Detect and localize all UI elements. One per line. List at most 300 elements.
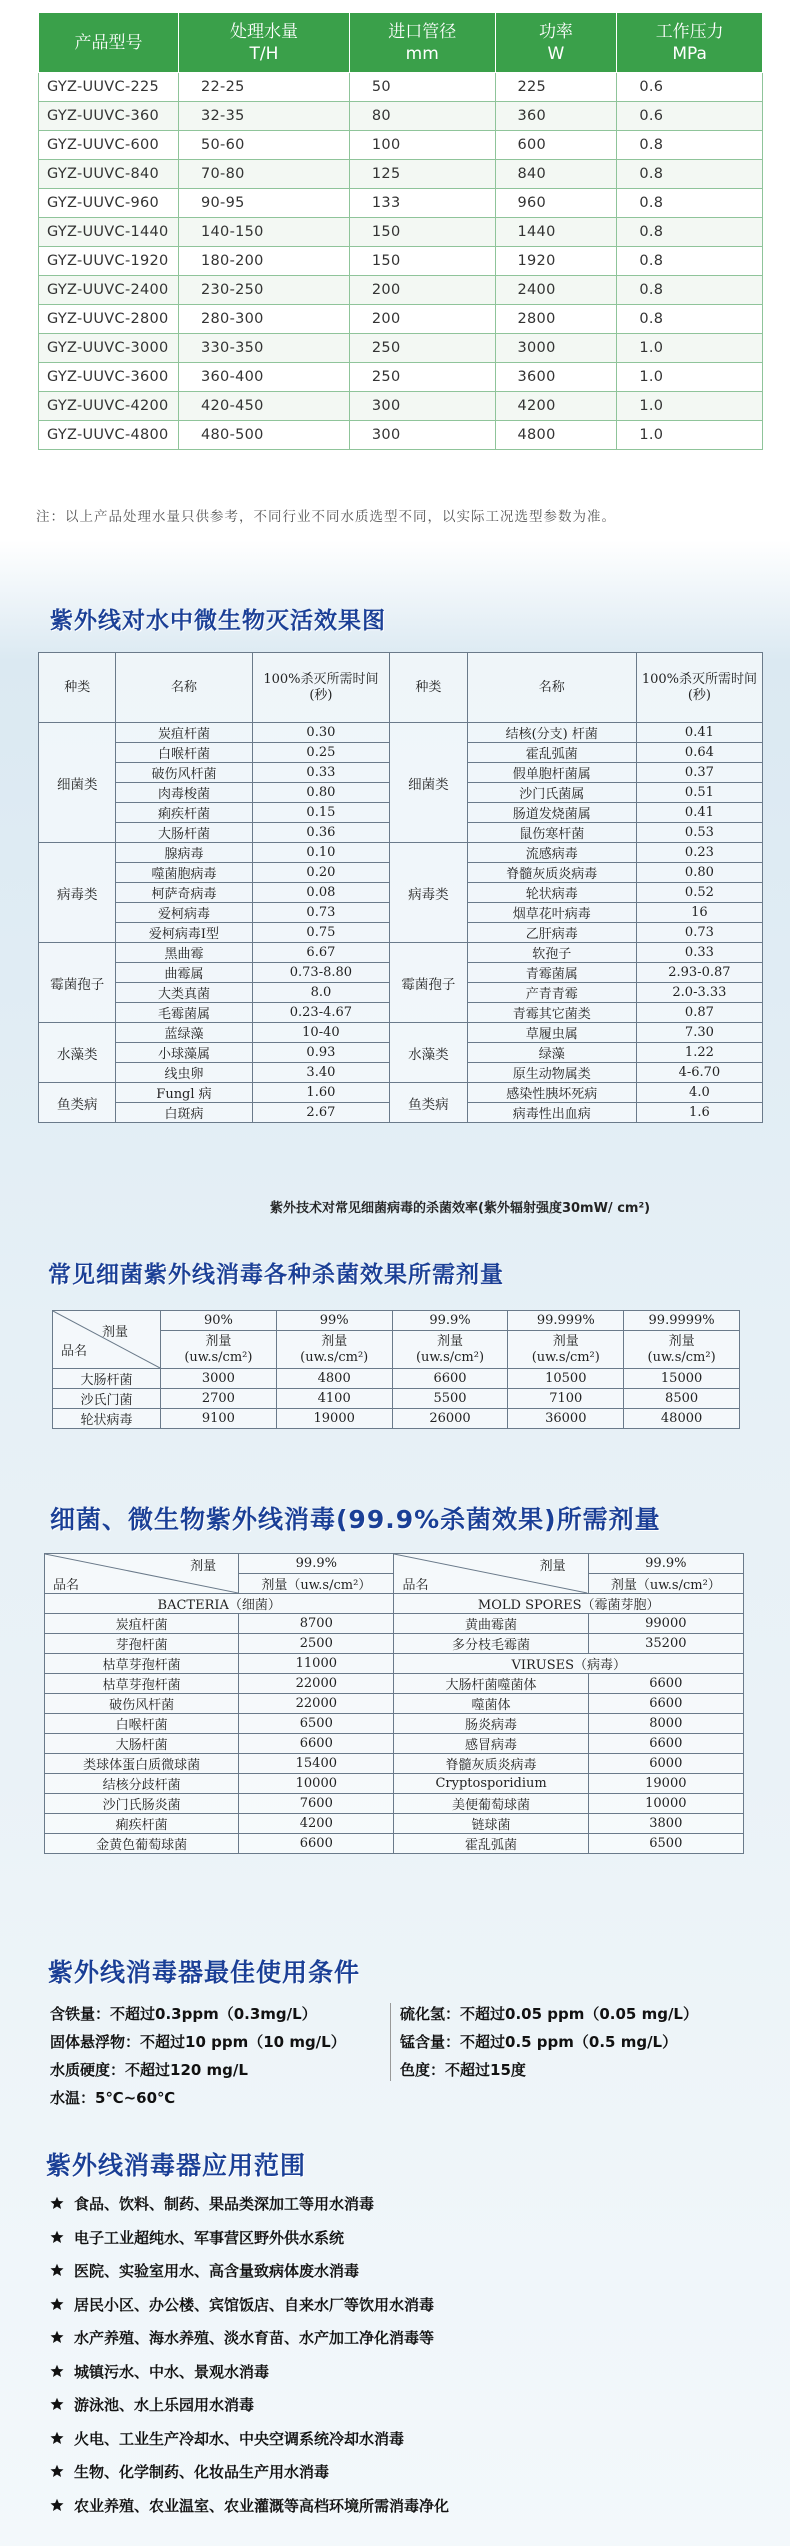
- kill-name: 大类真菌: [116, 983, 252, 1003]
- spec-header-label: 工作压力: [655, 21, 724, 42]
- spec-header-label: 产品型号: [74, 32, 143, 53]
- kill-header-cell: 名称: [467, 653, 636, 723]
- condition-value: 不超过0.5 ppm（0.5 mg/L）: [460, 2033, 678, 2051]
- dose999-row: [45, 1734, 744, 1754]
- kill-category: 病毒类: [390, 843, 467, 943]
- application-item: [50, 2496, 449, 2516]
- dose999-value: 8000: [588, 1714, 743, 1734]
- kill-time: 10-40: [252, 1023, 390, 1043]
- star-icon: [50, 2498, 64, 2512]
- dose999-value: 6600: [239, 1834, 394, 1854]
- kill-time: 0.80: [636, 863, 762, 883]
- spec-cell: 90-95: [179, 189, 350, 218]
- dose-unit: (uw.s/cm²): [300, 1349, 369, 1365]
- condition-label: 锰含量：: [400, 2033, 461, 2051]
- spec-cell: 300: [349, 392, 495, 421]
- spec-cell: 360: [495, 102, 617, 131]
- dose-row: [53, 1389, 740, 1409]
- dose-cell: 48000: [624, 1409, 740, 1429]
- dose-cell: 10500: [508, 1369, 624, 1389]
- spec-table-body: [39, 73, 763, 450]
- kill-time: 0.73-8.80: [252, 963, 390, 983]
- dose999-name: 感冒病毒: [394, 1734, 588, 1754]
- kill-time: 1.60: [252, 1083, 390, 1103]
- kill-time: 0.41: [636, 803, 762, 823]
- spec-header-cell: [617, 13, 763, 73]
- spec-header-cell: [349, 13, 495, 73]
- kill-category: 鱼类病: [390, 1083, 467, 1123]
- kill-name: 青霉菌属: [467, 963, 636, 983]
- kill-time: 0.93: [252, 1043, 390, 1063]
- dose-corner-bottom: 品名: [61, 1343, 88, 1359]
- dose999-value: 10000: [588, 1794, 743, 1814]
- kill-row: [39, 943, 763, 963]
- dose999-value: 6600: [239, 1734, 394, 1754]
- kill-name: 草履虫属: [467, 1023, 636, 1043]
- condition-value: 5℃~60℃: [95, 2089, 176, 2107]
- dose-cell: 轮状病毒: [53, 1409, 161, 1429]
- star-icon: [50, 2364, 64, 2378]
- spec-cell: 50-60: [179, 131, 350, 160]
- dose999-name: 链球菌: [394, 1814, 588, 1834]
- kill-header-cell: 种类: [39, 653, 116, 723]
- spec-cell: 0.8: [617, 305, 763, 334]
- spec-table-row: [39, 363, 763, 392]
- spec-cell: 600: [495, 131, 617, 160]
- dose999-corner-top: 剂量: [539, 1558, 566, 1574]
- spec-cell: GYZ-UUVC-600: [39, 131, 179, 160]
- spec-cell: 480-500: [179, 421, 350, 450]
- application-item: [50, 2462, 329, 2482]
- kill-time: 8.0: [252, 983, 390, 1003]
- spec-table-header: [39, 13, 763, 73]
- dose999-name: 沙门氏肠炎菌: [45, 1794, 239, 1814]
- dose999-row: [45, 1594, 744, 1614]
- dose999-name: 痢疾杆菌: [45, 1814, 239, 1834]
- kill-time: 2.0-3.33: [636, 983, 762, 1003]
- dose999-name: 噬菌体: [394, 1694, 588, 1714]
- spec-cell: 840: [495, 160, 617, 189]
- kill-name: 蓝绿藻: [116, 1023, 252, 1043]
- spec-cell: 1.0: [617, 334, 763, 363]
- dose-corner-top: 剂量: [101, 1324, 128, 1340]
- application-item: [50, 2194, 374, 2214]
- application-text: 农业养殖、农业温室、农业灌溉等高档环境所需消毒净化: [74, 2496, 450, 2515]
- kill-time: 2.93-0.87: [636, 963, 762, 983]
- spec-header-label: 功率: [538, 21, 573, 42]
- dose-cell: 6600: [392, 1369, 508, 1389]
- kill-category: 病毒类: [39, 843, 116, 943]
- kill-row: [39, 1023, 763, 1043]
- dose999-name: Cryptosporidium: [394, 1774, 588, 1794]
- spec-cell: 1.0: [617, 421, 763, 450]
- spec-header-label: 进口管径: [388, 21, 457, 42]
- kill-time: 0.73: [636, 923, 762, 943]
- condition-item: [400, 2031, 677, 2052]
- kill-name: 假单胞杆菌属: [467, 763, 636, 783]
- condition-label: 色度：: [400, 2061, 446, 2079]
- dose999-row: [45, 1634, 744, 1654]
- kill-category: 水藻类: [390, 1023, 467, 1083]
- dose999-value: 22000: [239, 1674, 394, 1694]
- spec-cell: 180-200: [179, 247, 350, 276]
- kill-time: 0.23-4.67: [252, 1003, 390, 1023]
- kill-name: 沙门氏菌属: [467, 783, 636, 803]
- spec-cell: 200: [349, 276, 495, 305]
- spec-header-label: 处理水量: [229, 21, 298, 42]
- dose999-value: 6000: [588, 1754, 743, 1774]
- condition-item: [50, 2087, 175, 2108]
- dose999-name: 霍乱弧菌: [394, 1834, 588, 1854]
- spec-cell: GYZ-UUVC-4200: [39, 392, 179, 421]
- kill-name: 脊髓灰质炎病毒: [467, 863, 636, 883]
- kill-name: 小球藻属: [116, 1043, 252, 1063]
- dose999-value: 15400: [239, 1754, 394, 1774]
- dose-cell: 4800: [276, 1369, 392, 1389]
- kill-name: 轮状病毒: [467, 883, 636, 903]
- spec-cell: GYZ-UUVC-2800: [39, 305, 179, 334]
- kill-name: 绿藻: [467, 1043, 636, 1063]
- condition-label: 水温：: [50, 2089, 96, 2107]
- condition-value: 不超过15度: [445, 2061, 526, 2079]
- dose999-value: 35200: [588, 1634, 743, 1654]
- dose-cell: 大肠杆菌: [53, 1369, 161, 1389]
- dose999-pct: 99.9%: [239, 1554, 394, 1574]
- kill-table: [38, 652, 763, 1123]
- kill-time: 3.40: [252, 1063, 390, 1083]
- star-icon: [50, 2196, 64, 2210]
- kill-name: 软孢子: [467, 943, 636, 963]
- spec-cell: 960: [495, 189, 617, 218]
- kill-time: 6.67: [252, 943, 390, 963]
- dose-level: 99%: [276, 1311, 392, 1331]
- spec-cell: 0.8: [617, 160, 763, 189]
- dose-row: [53, 1369, 740, 1389]
- star-icon: [50, 2431, 64, 2445]
- kill-name: 黑曲霉: [116, 943, 252, 963]
- kill-time: 16: [636, 903, 762, 923]
- conditions-divider: [390, 2003, 391, 2081]
- dose999-name: 枯草芽孢杆菌: [45, 1674, 239, 1694]
- spec-cell: 300: [349, 421, 495, 450]
- kill-name: 毛霉菌属: [116, 1003, 252, 1023]
- spec-cell: GYZ-UUVC-3000: [39, 334, 179, 363]
- kill-category: 水藻类: [39, 1023, 116, 1083]
- dose999-name: 类球体蛋白质微球菌: [45, 1754, 239, 1774]
- dose999-row: [45, 1754, 744, 1774]
- spec-cell: 200: [349, 305, 495, 334]
- dose-cell: 26000: [392, 1409, 508, 1429]
- spec-note: 注：以上产品处理水量只供参考，不同行业不同水质选型不同，以实际工况选型参数为准。: [36, 509, 616, 525]
- dose999-corner: [45, 1554, 239, 1594]
- kill-time: 4.0: [636, 1083, 762, 1103]
- dose999-value: 4200: [239, 1814, 394, 1834]
- spec-cell: 70-80: [179, 160, 350, 189]
- spec-cell: 230-250: [179, 276, 350, 305]
- kill-time: 0.08: [252, 883, 390, 903]
- spec-cell: 22-25: [179, 73, 350, 102]
- spec-cell: 3000: [495, 334, 617, 363]
- spec-cell: 250: [349, 334, 495, 363]
- condition-value: 不超过0.3ppm（0.3mg/L）: [110, 2005, 317, 2023]
- dose-unit-label: 剂量: [552, 1333, 579, 1349]
- spec-header-cell: [179, 13, 350, 73]
- spec-table-row: [39, 392, 763, 421]
- kill-time: 0.64: [636, 743, 762, 763]
- spec-cell: GYZ-UUVC-1920: [39, 247, 179, 276]
- kill-name: 大肠杆菌: [116, 823, 252, 843]
- kill-time: 0.33: [636, 943, 762, 963]
- spec-cell: 0.6: [617, 102, 763, 131]
- kill-time: 1.22: [636, 1043, 762, 1063]
- spec-cell: 50: [349, 73, 495, 102]
- kill-name: 白斑病: [116, 1103, 252, 1123]
- kill-time: 0.37: [636, 763, 762, 783]
- dose-unit-label: 剂量: [321, 1333, 348, 1349]
- dose-table-title: 常见细菌紫外线消毒各种杀菌效果所需剂量: [48, 1262, 504, 1288]
- spec-cell: 4200: [495, 392, 617, 421]
- dose-cell: 2700: [161, 1389, 277, 1409]
- dose999-section-label: BACTERIA（细菌）: [45, 1594, 394, 1614]
- kill-time: 7.30: [636, 1023, 762, 1043]
- condition-item: [400, 2003, 698, 2024]
- spec-table-row: [39, 334, 763, 363]
- kill-row: [39, 723, 763, 743]
- kill-name: 青霉其它菌类: [467, 1003, 636, 1023]
- kill-table-title: 紫外线对水中微生物灭活效果图: [50, 608, 386, 634]
- kill-time: 0.87: [636, 1003, 762, 1023]
- kill-row: [39, 1083, 763, 1103]
- kill-time: 0.41: [636, 723, 762, 743]
- spec-header-unit: T/H: [249, 43, 279, 64]
- spec-cell: GYZ-UUVC-3600: [39, 363, 179, 392]
- kill-name: 破伤风杆菌: [116, 763, 252, 783]
- dose999-table: [44, 1553, 744, 1854]
- condition-value: 不超过10 ppm（10 mg/L）: [140, 2033, 346, 2051]
- dose-unit: (uw.s/cm²): [647, 1349, 716, 1365]
- dose999-name: 金黄色葡萄球菌: [45, 1834, 239, 1854]
- kill-table-caption: 紫外技术对常见细菌病毒的杀菌效率(紫外辐射强度30mW/ cm²): [270, 1201, 651, 1216]
- application-item: [50, 2261, 359, 2281]
- dose-cell: 19000: [276, 1409, 392, 1429]
- application-text: 城镇污水、中水、景观水消毒: [74, 2362, 270, 2381]
- star-icon: [50, 2263, 64, 2277]
- spec-cell: 360-400: [179, 363, 350, 392]
- dose-unit-cell: [161, 1331, 277, 1369]
- application-text: 电子工业超纯水、军事营区野外供水系统: [74, 2228, 345, 2247]
- dose999-value: 10000: [239, 1774, 394, 1794]
- conditions-title: 紫外线消毒器最佳使用条件: [48, 1958, 361, 1987]
- spec-cell: GYZ-UUVC-1440: [39, 218, 179, 247]
- dose-level: 99.9%: [392, 1311, 508, 1331]
- kill-time: 0.52: [636, 883, 762, 903]
- dose999-value: 6600: [588, 1674, 743, 1694]
- applications-title: 紫外线消毒器应用范围: [46, 2151, 307, 2180]
- dose999-name: 黄曲霉菌: [394, 1614, 588, 1634]
- spec-header-unit: MPa: [672, 43, 707, 64]
- dose-cell: 3000: [161, 1369, 277, 1389]
- dose999-section-label: VIRUSES（病毒）: [394, 1654, 744, 1674]
- star-icon: [50, 2464, 64, 2478]
- spec-cell: 0.8: [617, 276, 763, 305]
- condition-item: [50, 2003, 317, 2024]
- kill-time: 0.20: [252, 863, 390, 883]
- spec-cell: 420-450: [179, 392, 350, 421]
- condition-item: [400, 2059, 526, 2080]
- application-item: [50, 2328, 434, 2348]
- kill-time: 0.30: [252, 723, 390, 743]
- kill-header-cell: 100%杀灭所需时间(秒): [252, 653, 390, 723]
- dose999-value: 3800: [588, 1814, 743, 1834]
- dose-unit: (uw.s/cm²): [531, 1349, 600, 1365]
- spec-cell: GYZ-UUVC-2400: [39, 276, 179, 305]
- dose999-table-title: 细菌、微生物紫外线消毒(99.9%杀菌效果)所需剂量: [50, 1505, 661, 1534]
- kill-category: 霉菌孢子: [390, 943, 467, 1023]
- spec-cell: GYZ-UUVC-360: [39, 102, 179, 131]
- kill-name: 爱柯病毒: [116, 903, 252, 923]
- application-text: 居民小区、办公楼、宾馆饭店、自来水厂等饮用水消毒: [74, 2295, 435, 2314]
- application-text: 水产养殖、海水养殖、淡水育苗、水产加工净化消毒等: [74, 2329, 435, 2347]
- spec-cell: 133: [349, 189, 495, 218]
- kill-time: 0.51: [636, 783, 762, 803]
- kill-name: 原生动物属类: [467, 1063, 636, 1083]
- dose999-row: [45, 1614, 744, 1634]
- spec-cell: GYZ-UUVC-4800: [39, 421, 179, 450]
- dose-table: [52, 1310, 740, 1429]
- condition-item: [50, 2059, 248, 2080]
- dose-row: [53, 1409, 740, 1429]
- dose999-header-row: [45, 1554, 744, 1574]
- dose-cell: 5500: [392, 1389, 508, 1409]
- spec-cell: 100: [349, 131, 495, 160]
- dose999-value: 6600: [588, 1694, 743, 1714]
- spec-header-unit: W: [547, 43, 565, 64]
- kill-time: 4-6.70: [636, 1063, 762, 1083]
- spec-cell: 2800: [495, 305, 617, 334]
- dose-cell: 7100: [508, 1389, 624, 1409]
- kill-category: 细菌类: [390, 723, 467, 843]
- spec-cell: 125: [349, 160, 495, 189]
- kill-header-cell: 种类: [390, 653, 467, 723]
- kill-time: 0.36: [252, 823, 390, 843]
- star-icon: [50, 2230, 64, 2244]
- dose999-row: [45, 1694, 744, 1714]
- dose999-row: [45, 1714, 744, 1734]
- spec-cell: 3600: [495, 363, 617, 392]
- spec-table-row: [39, 276, 763, 305]
- spec-cell: 1.0: [617, 392, 763, 421]
- spec-cell: 2400: [495, 276, 617, 305]
- spec-header-cell: [495, 13, 617, 73]
- kill-time: 2.67: [252, 1103, 390, 1123]
- dose-cell: 沙氏门菌: [53, 1389, 161, 1409]
- spec-cell: 1920: [495, 247, 617, 276]
- spec-cell: 32-35: [179, 102, 350, 131]
- spec-cell: 1.0: [617, 363, 763, 392]
- spec-cell: 225: [495, 73, 617, 102]
- spec-cell: 140-150: [179, 218, 350, 247]
- spec-cell: 330-350: [179, 334, 350, 363]
- dose999-value: 2500: [239, 1634, 394, 1654]
- kill-name: 霍乱弧菌: [467, 743, 636, 763]
- kill-time: 0.33: [252, 763, 390, 783]
- spec-cell: GYZ-UUVC-225: [39, 73, 179, 102]
- dose-unit: (uw.s/cm²): [415, 1349, 485, 1365]
- condition-label: 硫化氢：: [400, 2005, 461, 2023]
- kill-name: 腺病毒: [116, 843, 252, 863]
- dose999-name: 美便葡萄球菌: [394, 1794, 588, 1814]
- condition-label: 固体悬浮物：: [50, 2033, 141, 2051]
- spec-table-row: [39, 73, 763, 102]
- dose999-value: 8700: [239, 1614, 394, 1634]
- spec-cell: 1440: [495, 218, 617, 247]
- application-text: 食品、饮料、制药、果品类深加工等用水消毒: [74, 2195, 375, 2213]
- dose999-value: 6500: [588, 1834, 743, 1854]
- dose-corner: [53, 1311, 161, 1369]
- dose-unit-label: 剂量: [205, 1333, 232, 1349]
- spec-table: [38, 12, 763, 450]
- kill-row: [39, 843, 763, 863]
- dose999-name: 枯草芽孢杆菌: [45, 1654, 239, 1674]
- dose999-pct: 99.9%: [588, 1554, 743, 1574]
- condition-label: 水质硬度：: [50, 2061, 126, 2079]
- kill-name: 肠道发烧菌属: [467, 803, 636, 823]
- kill-name: 痢疾杆菌: [116, 803, 252, 823]
- dose-unit-label: 剂量: [436, 1333, 463, 1349]
- condition-value: 不超过120 mg/L: [125, 2061, 248, 2079]
- kill-name: 结核(分支) 杆菌: [467, 723, 636, 743]
- dose999-corner-top: 剂量: [190, 1558, 217, 1574]
- spec-table-row: [39, 305, 763, 334]
- spec-cell: GYZ-UUVC-960: [39, 189, 179, 218]
- dose999-name: 肠炎病毒: [394, 1714, 588, 1734]
- spec-cell: 250: [349, 363, 495, 392]
- spec-table-row: [39, 218, 763, 247]
- dose999-value: 6600: [588, 1734, 743, 1754]
- kill-name: 流感病毒: [467, 843, 636, 863]
- kill-name: 产青青霉: [467, 983, 636, 1003]
- kill-header-cell: 名称: [116, 653, 252, 723]
- dose-cell: 8500: [624, 1389, 740, 1409]
- kill-time: 0.73: [252, 903, 390, 923]
- dose-unit: (uw.s/cm²): [184, 1349, 253, 1365]
- dose-unit-cell: [508, 1331, 624, 1369]
- kill-category: 霉菌孢子: [39, 943, 116, 1023]
- kill-name: 爱柯病毒Ⅰ型: [116, 923, 252, 943]
- dose999-value: 22000: [239, 1694, 394, 1714]
- dose999-name: 芽孢杆菌: [45, 1634, 239, 1654]
- dose999-name: 结核分歧杆菌: [45, 1774, 239, 1794]
- spec-table-row: [39, 189, 763, 218]
- kill-name: 烟草花叶病毒: [467, 903, 636, 923]
- dose999-name: 大肠杆菌: [45, 1734, 239, 1754]
- application-item: [50, 2429, 404, 2449]
- application-item: [50, 2295, 434, 2315]
- dose999-name: 炭疽杆菌: [45, 1614, 239, 1634]
- dose999-name: 大肠杆菌噬菌体: [394, 1674, 588, 1694]
- dose999-row: [45, 1774, 744, 1794]
- star-icon: [50, 2397, 64, 2411]
- dose999-value: 99000: [588, 1614, 743, 1634]
- kill-time: 0.80: [252, 783, 390, 803]
- dose999-corner: [394, 1554, 588, 1594]
- spec-cell: 0.8: [617, 131, 763, 160]
- spec-cell: 0.8: [617, 189, 763, 218]
- spec-cell: 80: [349, 102, 495, 131]
- application-item: [50, 2395, 254, 2415]
- star-icon: [50, 2297, 64, 2311]
- application-item: [50, 2228, 344, 2248]
